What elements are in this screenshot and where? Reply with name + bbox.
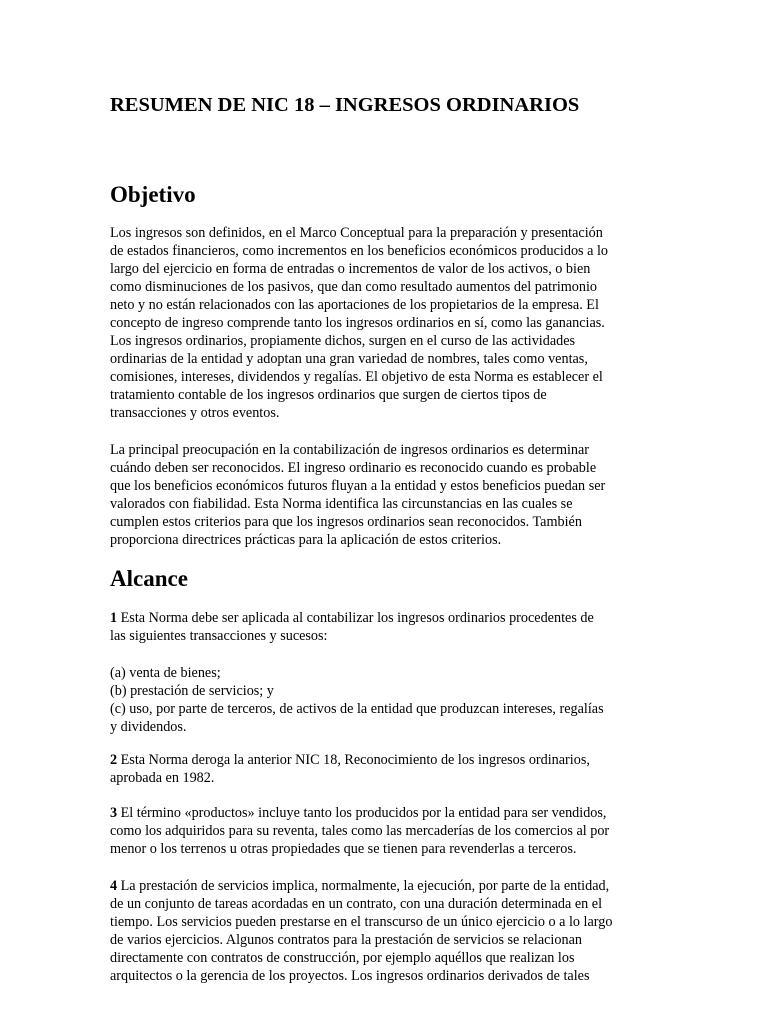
text-line: largo del ejercicio en forma de entradas o incrementos de valor de los activos, o bien <box>110 261 591 277</box>
list-item: (b) prestación de servicios; y <box>110 683 274 699</box>
text-line: valorados con fiabilidad. Esta Norma identifica las circunstancias en las cuales se <box>110 496 573 512</box>
text-line: las siguientes transacciones y sucesos: <box>110 628 328 644</box>
text-line: como los adquiridos para su reventa, tales como las mercaderías de los comercios al por <box>110 823 610 839</box>
paragraph-item-1 <box>110 609 670 645</box>
text-line: que los beneficios económicos futuros fluyan a la entidad y estos beneficios puedan ser <box>110 478 606 494</box>
item-number: 4 <box>110 878 118 894</box>
text-line: tratamiento contable de los ingresos ordinarios que surgen de ciertos tipos de <box>110 387 547 403</box>
text-line <box>110 877 670 895</box>
text-line: comisiones, intereses, dividendos y regalías. El objetivo de esta Norma es establecer el <box>110 369 603 385</box>
heading-objetivo: Objetivo <box>110 182 196 207</box>
text-line <box>110 751 670 769</box>
text-line: Los ingresos son definidos, en el Marco Conceptual para la preparación y presentación <box>110 225 603 241</box>
text-line: proporciona directrices prácticas para la aplicación de estos criterios. <box>110 532 502 548</box>
paragraph-item-2 <box>110 751 670 787</box>
document-title: RESUMEN DE NIC 18 – INGRESOS ORDINARIOS <box>110 94 580 116</box>
text-line: cuándo deben ser reconocidos. El ingreso ordinario es reconocido cuando es probable <box>110 460 597 476</box>
text-line: Los ingresos ordinarios, propiamente dichos, surgen en el curso de las actividades <box>110 333 576 349</box>
text-line: transacciones y otros eventos. <box>110 405 280 421</box>
list-item: (c) uso, por parte de terceros, de activos de la entidad que produzcan intereses, regalías <box>110 701 604 717</box>
paragraph-item-3 <box>110 804 670 858</box>
text-line: aprobada en 1982. <box>110 770 215 786</box>
paragraph-item-4 <box>110 877 670 985</box>
paragraph-objetivo-1 <box>110 224 670 422</box>
item-number: 3 <box>110 805 118 821</box>
item-text: El término «productos» incluye tanto los producidos por la entidad para ser vendidos, <box>117 805 607 821</box>
text-line: directamente con contratos de construcción, por ejemplo aquéllos que realizan los <box>110 950 575 966</box>
item-text: Esta Norma deroga la anterior NIC 18, Reconocimiento de los ingresos ordinarios, <box>117 752 590 768</box>
text-line <box>110 804 670 822</box>
text-line: de estados financieros, como incrementos en los beneficios económicos producidos a lo <box>110 243 608 259</box>
item-text: Esta Norma debe ser aplicada al contabilizar los ingresos ordinarios procedentes de <box>117 610 594 626</box>
list-item: y dividendos. <box>110 719 187 735</box>
item-text: La prestación de servicios implica, normalmente, la ejecución, por parte de la entidad, <box>117 878 610 894</box>
text-line: de un conjunto de tareas acordadas en un contrato, con una duración determinada en el <box>110 896 603 912</box>
text-line: neto y no están relacionados con las aportaciones de los propietarios de la empresa. El <box>110 297 599 313</box>
text-line: concepto de ingreso comprende tanto los ingresos ordinarios en sí, como las ganancias. <box>110 315 605 331</box>
text-line: de varios ejercicios. Algunos contratos para la prestación de servicios se relacionan <box>110 932 582 948</box>
text-line: tiempo. Los servicios pueden prestarse en el transcurso de un único ejercicio o a lo largo <box>110 914 613 930</box>
heading-alcance: Alcance <box>110 566 188 591</box>
text-line: como disminuciones de los pasivos, que dan como resultado aumentos del patrimonio <box>110 279 598 295</box>
text-line <box>110 609 670 627</box>
item-number: 1 <box>110 610 118 626</box>
text-line: cumplen estos criterios para que los ingresos ordinarios sean reconocidos. También <box>110 514 582 530</box>
list-item: (a) venta de bienes; <box>110 665 221 681</box>
text-line: ordinarias de la entidad y adoptan una gran variedad de nombres, tales como ventas, <box>110 351 588 367</box>
paragraph-objetivo-2 <box>110 441 670 549</box>
text-line: menor o los terrenos u otras propiedades que se tienen para revenderlas a terceros. <box>110 841 577 857</box>
scope-list <box>110 664 670 736</box>
item-number: 2 <box>110 752 118 768</box>
text-line: arquitectos o la gerencia de los proyectos. Los ingresos ordinarios derivados de tales <box>110 968 590 984</box>
text-line: La principal preocupación en la contabilización de ingresos ordinarios es determinar <box>110 442 590 458</box>
